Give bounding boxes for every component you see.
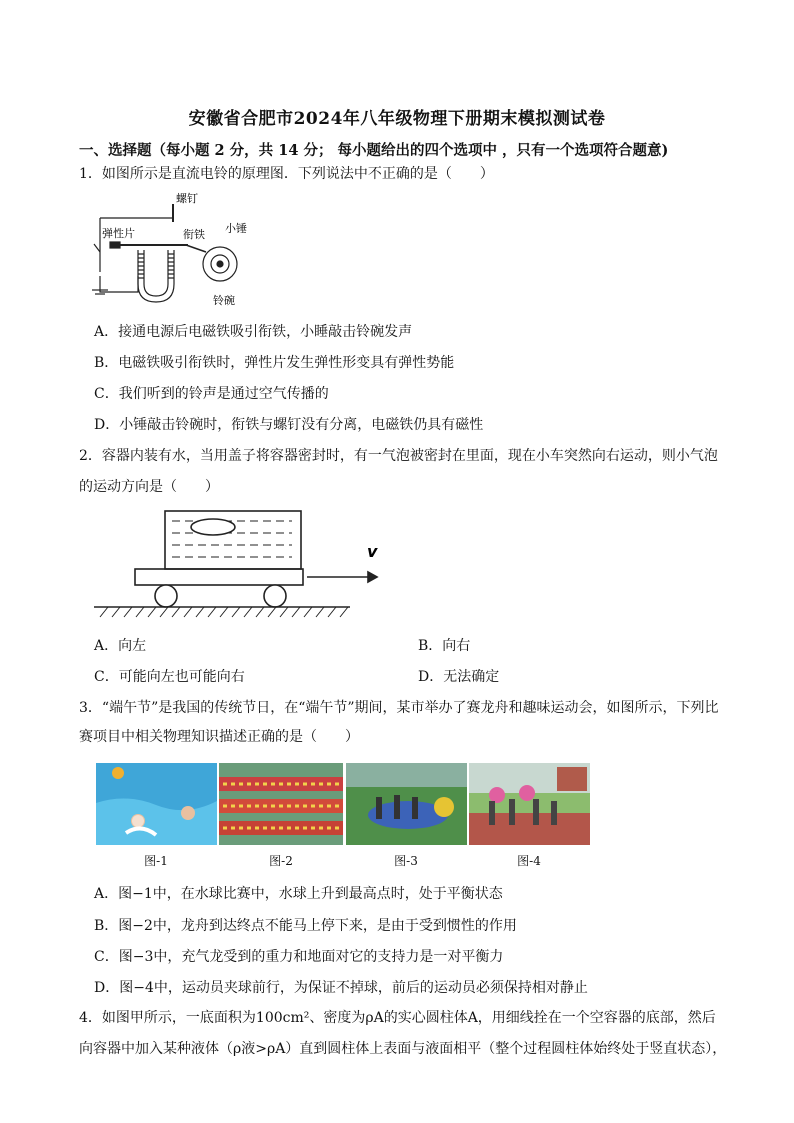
q2-option-a: A．向左 [94,638,147,654]
caption-fig2: 图-2 [269,854,293,868]
q2-stem-line1: 2．容器内装有水，当用盖子将容器密封时，有一气泡被密封在里面，现在小车突然向右运动，则小气泡 [79,448,718,464]
q3-option-a: A．图−1中，在水球比赛中，水球上升到最高点时，处于平衡状态 [94,886,503,902]
photo-dragon-boat [219,763,343,845]
label-armature: 衔铁 [183,228,205,241]
q3-option-d: D．图−4中，运动员夹球前行，为保证不掉球，前后的运动员必须保持相对静止 [94,980,588,996]
label-screw: 螺钉 [176,192,198,205]
photo-inflatable-dragon [346,763,467,845]
velocity-label: v [367,542,378,561]
photo-water-polo [96,763,217,845]
q3-option-b: B．图−2中，龙舟到达终点不能马上停下来，是由于受到惯性的作用 [94,918,517,934]
q3-option-c: C．图−3中，充气龙受到的重力和地面对它的支持力是一对平衡力 [94,949,504,965]
q2-option-d: D．无法确定 [418,669,500,685]
q2-stem-line2: 的运动方向是（ ） [79,479,219,495]
caption-fig4: 图-4 [517,854,541,868]
label-bowl: 铃碗 [213,294,235,307]
q2-cart-diagram [92,505,392,620]
q2-option-b: B．向右 [418,638,471,654]
q1-bell-diagram [88,192,258,310]
photo-ball-relay [469,763,590,845]
q2-option-c: C．可能向左也可能向右 [94,669,245,685]
q1-option-a: A．接通电源后电磁铁吸引衔铁，小睡敲击铃碗发声 [94,324,413,340]
label-spring: 弹性片 [102,227,135,240]
q1-option-c: C．我们听到的铃声是通过空气传播的 [94,386,329,402]
q1-option-d: D．小锤敲击铃碗时，衔铁与螺钉没有分离，电磁铁仍具有磁性 [94,417,484,433]
q1-stem: 1．如图所示是直流电铃的原理图．下列说法中不正确的是（ ） [79,166,494,182]
section-heading: 一、选择题（每小题 2 分，共 14 分； 每小题给出的四个选项中 ，只有一个选项符合题意) [79,142,669,159]
q3-stem-line1: 3．“端午节”是我国的传统节日，在“端午节”期间，某市举办了赛龙舟和趣味运动会，如图所示，下列比 [79,700,719,716]
label-hammer: 小锤 [225,222,247,235]
q3-stem-line2: 赛项目中相关物理知识描述正确的是（ ） [79,729,359,745]
caption-fig3: 图-3 [394,854,418,868]
q4-line2: 向容器中加入某种液体（ρ液>ρA）直到圆柱体上表面与液面相平（整个过程圆柱体始终处于竖直状态）， [79,1041,727,1057]
q1-option-b: B．电磁铁吸引衔铁时，弹性片发生弹性形变具有弹性势能 [94,355,455,371]
caption-fig1: 图-1 [144,854,168,868]
page-title: 安徽省合肥市2024年八年级物理下册期末模拟测试卷 [188,109,606,129]
q4-line1: 4．如图甲所示，一底面积为100cm²、密度为ρA的实心圆柱体A，用细线拴在一个空容器的底部，然后 [79,1010,716,1026]
